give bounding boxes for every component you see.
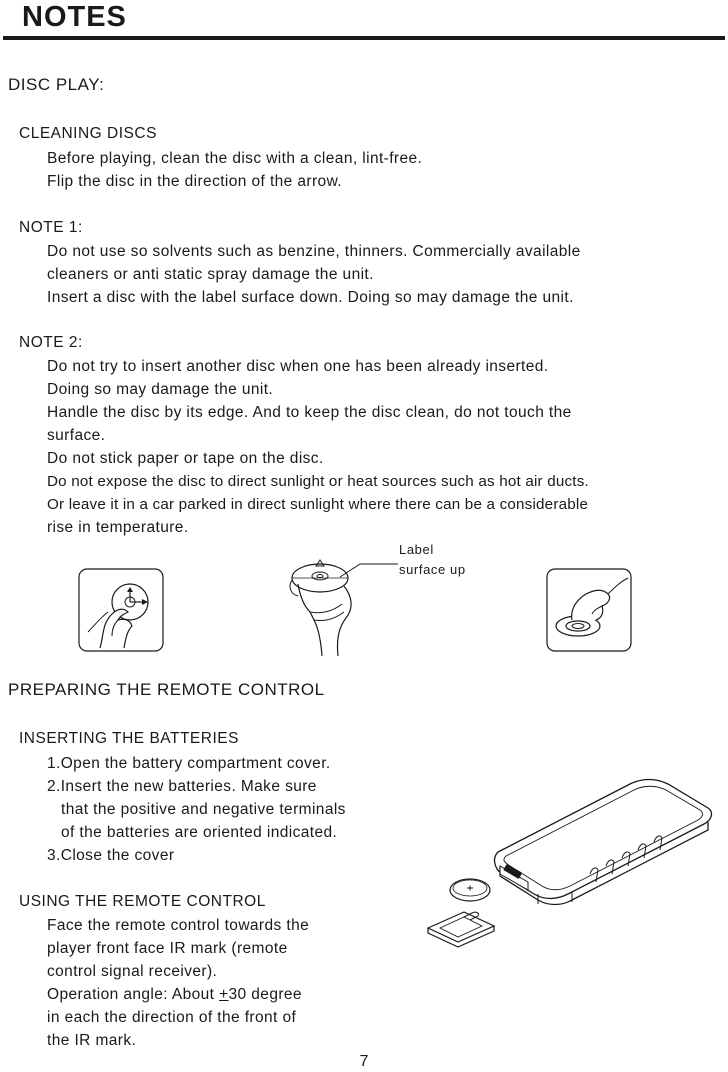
inserting-line: that the positive and negative terminals: [61, 801, 346, 818]
using-line: player front face IR mark (remote: [47, 940, 288, 957]
note2-line: Do not stick paper or tape on the disc.: [47, 450, 324, 467]
label-callout-line: [340, 552, 400, 578]
note2-line: Or leave it in a car parked in direct sunlight where there can be a considerable: [47, 496, 589, 513]
cleaning-line: Before playing, clean the disc with a clean, lint-free.: [47, 150, 423, 167]
page-title: NOTES: [22, 1, 127, 33]
note2-line: Handle the disc by its edge. And to keep the disc clean, do not touch the: [47, 404, 572, 421]
remote-heading: PREPARING THE REMOTE CONTROL: [8, 680, 325, 699]
note1-heading: NOTE 1:: [19, 219, 83, 236]
using-remote-heading: USING THE REMOTE CONTROL: [19, 893, 266, 910]
inserting-line: 1.Open the battery compartment cover.: [47, 755, 331, 772]
inserting-line: 3.Close the cover: [47, 847, 175, 864]
note1-line: Do not use so solvents such as benzine, thinners. Commercially available: [47, 243, 581, 260]
remote-battery-illustration: [420, 770, 720, 950]
disc-edge-illustration: [546, 568, 632, 652]
note2-heading: NOTE 2:: [19, 334, 83, 351]
angle-suffix: 30 degree: [228, 986, 302, 1003]
title-rule: [3, 36, 725, 40]
note2-line: rise in temperature.: [47, 519, 189, 536]
using-line: Face the remote control towards the: [47, 917, 310, 934]
plus-minus-sign: +: [219, 986, 229, 1003]
note1-line: Insert a disc with the label surface down. Doing so may damage the unit.: [47, 289, 574, 306]
using-line: in each the direction of the front of: [47, 1009, 297, 1026]
note2-line: surface.: [47, 427, 106, 444]
angle-prefix: Operation angle: About: [47, 986, 220, 1003]
cleaning-discs-heading: CLEANING DISCS: [19, 125, 157, 142]
label-callout-text: surface up: [399, 562, 466, 577]
label-callout-text: Label: [399, 542, 434, 557]
page-number: 7: [359, 1053, 369, 1070]
note1-line: cleaners or anti static spray damage the unit.: [47, 266, 374, 283]
operation-angle-line: [47, 983, 302, 1006]
note2-line: Do not expose the disc to direct sunlight or heat sources such as hot air ducts.: [47, 473, 589, 490]
cleaning-disc-illustration: [78, 568, 164, 652]
note2-line: Do not try to insert another disc when one has been already inserted.: [47, 358, 549, 375]
disc-play-heading: DISC PLAY:: [8, 75, 105, 94]
inserting-batteries-heading: INSERTING THE BATTERIES: [19, 730, 239, 747]
using-line: the IR mark.: [47, 1032, 137, 1049]
using-line: control signal receiver).: [47, 963, 218, 980]
cleaning-line: Flip the disc in the direction of the arrow.: [47, 173, 343, 190]
note2-line: Doing so may damage the unit.: [47, 381, 274, 398]
inserting-line: of the batteries are oriented indicated.: [61, 824, 338, 841]
inserting-line: 2.Insert the new batteries. Make sure: [47, 778, 317, 795]
